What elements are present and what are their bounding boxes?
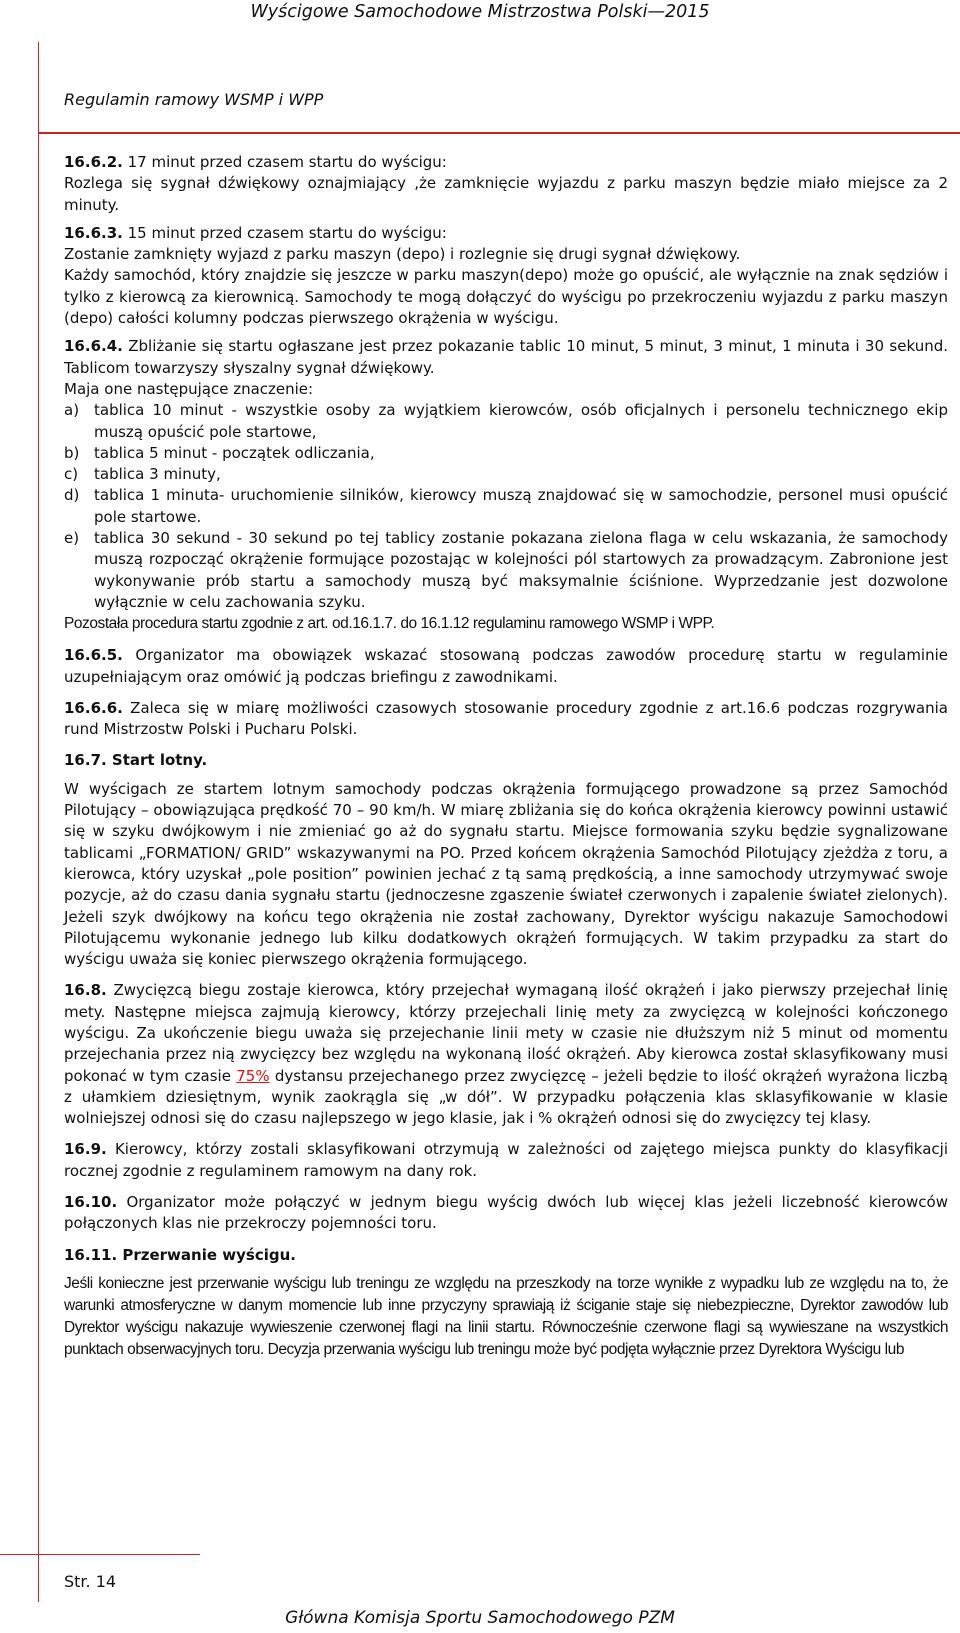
section-16-6-4-paragraph: 16.6.4. Zbliżanie się startu ogłaszane jest przez pokazanie tablic 10 minut, 5 minut, 3 minut, 1 minuta i 30 sekund. Tablicom towarzyszy słyszalny sygnał dźwiękowy. (64, 337, 948, 377)
section-16-6-3-heading: 16.6.3. 15 minut przed czasem startu do wyścigu: (64, 223, 447, 242)
list-item: c) tablica 3 minuty, (64, 465, 221, 484)
section-16-11-body: Jeśli konieczne jest przerwanie wyścigu lub treningu ze względu na przeszkody na torze wynikłe z wypadku lub ze względu na to, że warunki atmosferyczne w danym momencie lub inne przyczyny sprawiają iż ściganie staje się niebezpieczne, Dyrektor zawodów lub Dyrektor wyścigu nakazuje wywieszenie czerwonej flagi na linii startu. Równocześnie czerwone flagi są wywieszane na wszystkich punktach obserwacyjnych toru. Decyzja przerwania wyścigu lub treningu może być podjęta wyłącznie przez Dyrektora Wyścigu lub (64, 1274, 948, 1358)
section-16-8-paragraph: 16.8. Zwycięzcą biegu zostaje kierowca, który przejechał wymaganą ilość okrążeń i jako pierwszy przejechał linię mety. Następne miejsca zajmują kierowcy, którzy przejechali linię mety za zwycięzcą w kolejności kończonego wyścigu. Za ukończenie biegu uważa się przejechanie linii mety w czasie nie dłuższym niż 5 minut od momentu przejechania przez nią zwycięzcy bez względu na wykonaną ilość okrążeń. Aby kierowca został sklasyfikowany musi pokonać w tym czasie 75% dystansu przejechanego przez zwycięzcę – jeżeli będzie to ilość okrążeń wyrażona liczbą z ułamkiem dziesiętnym, wynik zaokrągla się „w dół”. W przypadku połączenia klas sklasyfikowanie w klasie wolniejszej odnosi się do czasu najlepszego w jego klasie, jak i % okrążeń odnosi się do zwycięzcy tej klasy. (64, 981, 948, 1128)
section-16-7-body: W wyścigach ze startem lotnym samochody podczas okrążenia formującego prowadzone są przez Samochód Pilotujący – obowiązująca prędkość 70 – 90 km/h. W miarę zbliżania się do końca okrążenia kierowcy powinni ustawić się w szyku dwójkowym i nie zmieniać go aż do sygnału startu. Miejsce formowania szyku będzie sygnalizowane tablicami „FORMATION/ GRID” wskazywanymi na PO. Przed końcem okrążenia Samochód Pilotujący zjeżdża z toru, a kierowca, który uzyskał „pole position” powinien jechać z tą samą prędkością, a inne samochody utrzymywać swoje pozycje, aż do czasu dania sygnału startu (jednoczesne zgaszenie świateł czerwonych i zapalenie świateł zielonych). Jeżeli szyk dwójkowy na końcu tego okrążenia nie został zachowany, Dyrektor wyścigu nakazuje Samochodowi Pilotującemu wykonanie jednego lub kilku dodatkowych okrążeń formujących. W takim przypadku za start do wyścigu uważa się koniec pierwszego okrążenia formującego. (64, 779, 948, 969)
section-16-6-3-body-1: Zostanie zamknięty wyjazd z parku maszyn (depo) i rozlegnie się drugi sygnał dźwiękowy. (64, 245, 741, 264)
section-16-6-4-intro: Maja one następujące znaczenie: (64, 379, 314, 398)
document-header-subtitle: Regulamin ramowy WSMP i WPP (64, 90, 324, 109)
header-rule (38, 132, 960, 134)
section-16-11-title: 16.11. Przerwanie wyścigu. (64, 1245, 296, 1264)
list-item: a) tablica 10 minut - wszystkie osoby za wyjątkiem kierowców, osób oficjalnych i personelu technicznego ekip muszą opuścić pole startowe, (64, 401, 948, 441)
list-item: e) tablica 30 sekund - 30 sekund po tej tablicy zostanie pokazana zielona flaga w celu wskazania, że samochody muszą rozpocząć okrążenie formujące pozostając w kolejności pól startowych za prowadzącym. Zabronione jest wykonywanie prób startu a samochody muszą być maksymalnie ściśnione. Wyprzedzanie jest dozwolone wyłącznie w celu zachowania szyku. (64, 529, 948, 611)
document-body (64, 152, 948, 1361)
left-margin-rule (38, 42, 39, 1602)
section-16-6-5-paragraph: 16.6.5. Organizator ma obowiązek wskazać stosowaną podczas zawodów procedurę startu w regulaminie uzupełniającym oraz omówić ją podczas briefingu z zawodnikami. (64, 646, 948, 686)
highlighted-percentage: 75% (236, 1066, 270, 1085)
section-16-6-2-heading: 16.6.2. 17 minut przed czasem startu do wyścigu: (64, 153, 447, 171)
section-16-6-3-body-2: Każdy samochód, który znajdzie się jeszcze w parku maszyn(depo) może go opuścić, ale wyłącznie na znak sędziów i tylko z kierowcą za kierownicą. Samochody te mogą dołączyć do wyścigu po przekroczeniu wyjazdu z parku maszyn (depo) całości kolumny podczas pierwszego okrążenia w wyścigu. (64, 266, 948, 328)
section-16-6-6-paragraph: 16.6.6. Zaleca się w miarę możliwości czasowych stosowanie procedury zgodnie z art.16.6 podczas rozgrywania rund Mistrzostw Polski i Pucharu Polski. (64, 698, 948, 739)
section-16-7-title: 16.7. Start lotny. (64, 751, 208, 770)
footer-rule (0, 1554, 200, 1555)
list-item: b) tablica 5 minut - początek odliczania, (64, 443, 375, 462)
section-16-9-paragraph: 16.9. Kierowcy, którzy zostali sklasyfikowani otrzymują w zależności od zajętego miejsca punkty do klasyfikacji rocznej zgodnie z regulaminem ramowym na dany rok. (64, 1140, 948, 1180)
section-16-10-paragraph: 16.10. Organizator może połączyć w jednym biegu wyścig dwóch lub więcej klas jeżeli liczebność kierowców połączonych klas nie przekroczy pojemności toru. (64, 1193, 948, 1233)
document-header-title: Wyścigowe Samochodowe Mistrzostwa Polski—2015 (250, 2, 710, 22)
page-number: Str. 14 (64, 1572, 117, 1591)
list-item: d) tablica 1 minuta- uruchomienie silników, kierowcy muszą znajdować się w samochodzie, personel musi opuścić pole startowe. (64, 486, 948, 526)
start-procedure-note: Pozostała procedura startu zgodnie z art. od.16.1.7. do 16.1.12 regulaminu ramowego WSMP i WPP. (64, 615, 715, 633)
document-footer-title: Główna Komisja Sportu Samochodowego PZM (285, 1608, 675, 1628)
section-16-6-2-body: Rozlega się sygnał dźwiękowy oznajmiający ,że zamknięcie wyjazdu z parku maszyn będzie miało miejsce za 2 minuty. (64, 174, 948, 214)
